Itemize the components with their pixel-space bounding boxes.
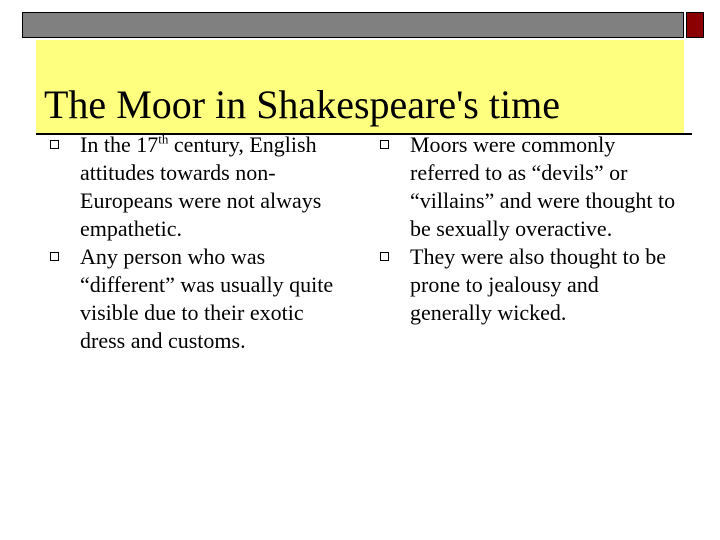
square-bullet-icon bbox=[50, 140, 59, 149]
slide-title: The Moor in Shakespeare's time bbox=[44, 82, 560, 127]
ordinal-suffix: th bbox=[158, 131, 169, 147]
square-bullet-icon bbox=[50, 252, 59, 261]
bullet-text: Any person who was “different” was usually quite visible due to their exotic dress and customs. bbox=[80, 244, 334, 353]
bullet-text: Moors were commonly referred to as “devils” or “villains” and were thought to be sexually overactive. bbox=[410, 132, 676, 241]
list-item bbox=[380, 131, 680, 243]
right-bullet-list bbox=[380, 131, 680, 327]
square-bullet-icon bbox=[380, 252, 389, 261]
left-bullet-list bbox=[50, 131, 350, 355]
square-bullet-icon bbox=[380, 140, 389, 149]
bullet-text-post: century, English attitudes towards non-Europeans were not always empathetic. bbox=[80, 132, 322, 241]
bullet-text-pre: In the 17 bbox=[80, 132, 159, 157]
list-item bbox=[380, 243, 680, 327]
bullet-text: They were also thought to be prone to jealousy and generally wicked. bbox=[410, 244, 666, 325]
list-item bbox=[50, 243, 350, 355]
decorative-corner-square bbox=[686, 12, 704, 38]
decorative-top-bar bbox=[22, 12, 684, 38]
list-item bbox=[50, 131, 350, 243]
